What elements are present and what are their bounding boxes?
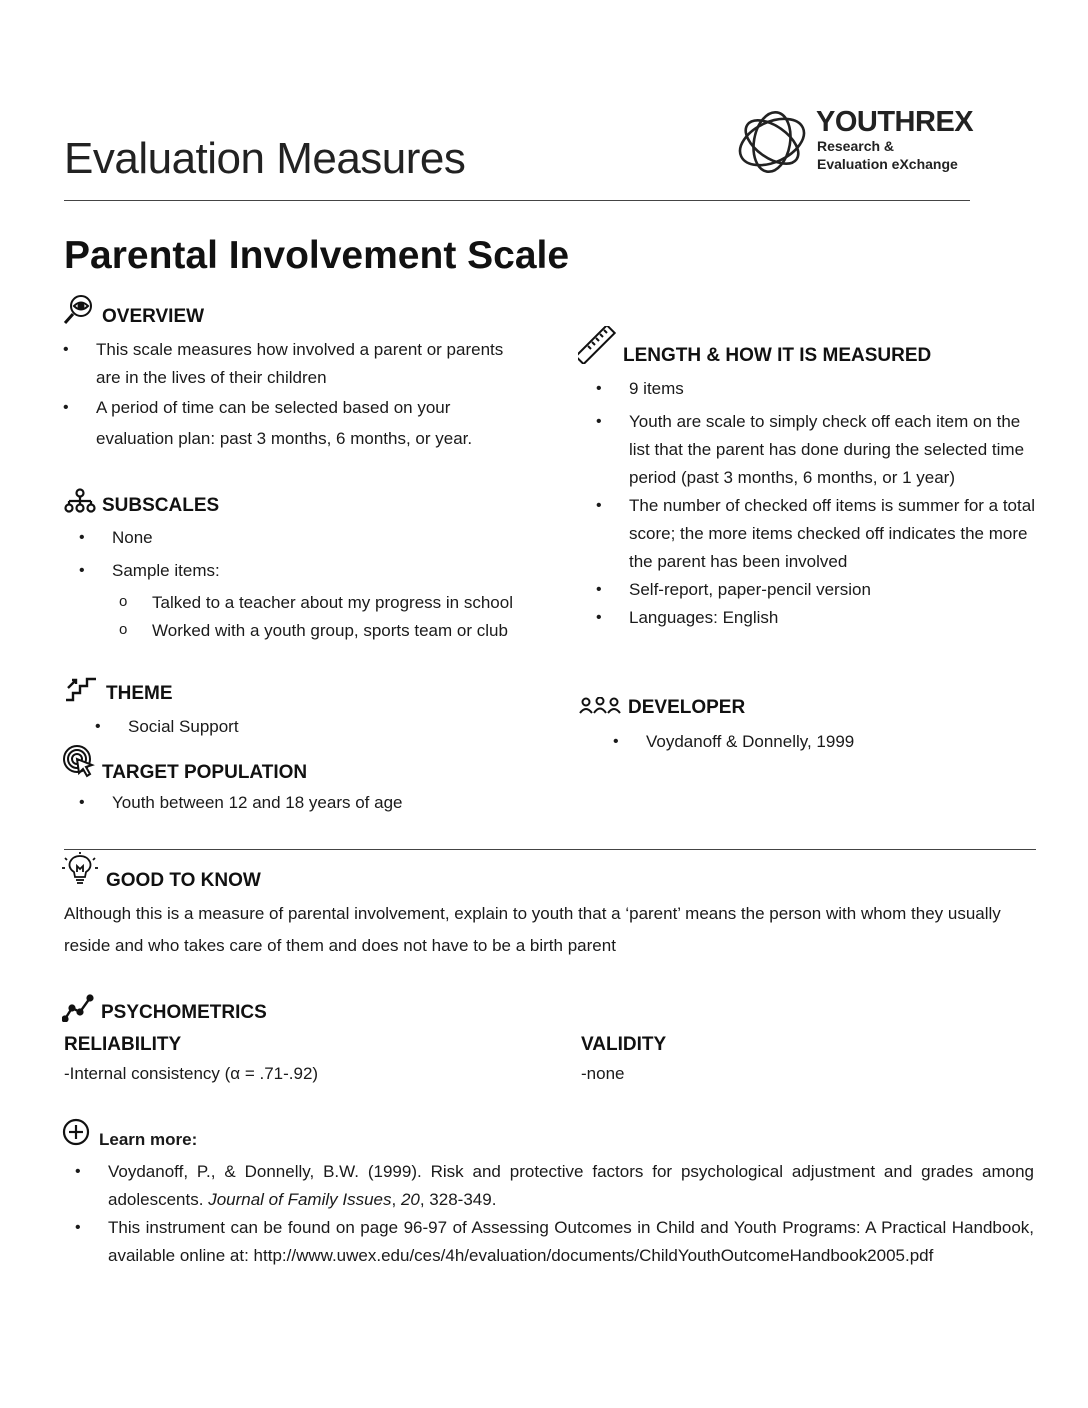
- eye-magnifier-icon: [62, 294, 94, 326]
- reliability-label: RELIABILITY: [64, 1034, 182, 1055]
- header-title: Evaluation Measures: [64, 134, 466, 183]
- list-item: • Youth are scale to simply check off each item on the list that the parent has done during the selected time period (past 3 months, 6 months, or 1 year): [629, 408, 1039, 492]
- header-divider: [64, 200, 970, 201]
- list-item: • None: [112, 524, 532, 557]
- psychometrics-heading: PSYCHOMETRICS: [101, 1002, 267, 1023]
- logo-line2: Evaluation eXchange: [817, 156, 958, 172]
- hierarchy-icon: [64, 488, 96, 514]
- sample-items-list: [152, 589, 552, 645]
- reliability-value: -Internal consistency (α = .71-.92): [64, 1064, 319, 1083]
- learn-more-list: [108, 1158, 1034, 1270]
- overview-heading: OVERVIEW: [102, 306, 205, 327]
- length-heading: LENGTH & HOW IT IS MEASURED: [623, 345, 932, 366]
- reference-item: • This instrument can be found on page 96-97 of Assessing Outcomes in Child and Youth Programs: A Practical Handbook, available online at: http://www.uwex.edu/ces/4h/evaluation/documents/ChildYouthOutcomeHandbook2005.pdf: [108, 1214, 1034, 1270]
- page-title: Parental Involvement Scale: [64, 234, 570, 277]
- plus-circle-icon: [62, 1118, 90, 1146]
- people-group-icon: [579, 697, 621, 715]
- line-graph-icon: [62, 994, 94, 1022]
- learn-more-heading: Learn more:: [99, 1130, 198, 1149]
- theme-heading: THEME: [106, 683, 173, 704]
- list-item: • The number of checked off items is summer for a total score; the more items checked off indicates the more the parent has been involved: [629, 492, 1039, 576]
- good-to-know-heading: GOOD TO KNOW: [106, 870, 261, 891]
- developer-list: [646, 728, 1026, 756]
- list-item: • 9 items: [629, 375, 1039, 403]
- section-divider: [64, 849, 1036, 850]
- list-item: o Talked to a teacher about my progress in school: [152, 589, 552, 617]
- validity-label: VALIDITY: [581, 1034, 667, 1055]
- list-item: • A period of time can be selected based on your evaluation plan: past 3 months, 6 months, or year.: [96, 392, 506, 454]
- youthrex-logo: [734, 104, 974, 180]
- target-population-heading: TARGET POPULATION: [102, 762, 308, 783]
- ruler-icon: [578, 326, 616, 364]
- reference-item: • Voydanoff, P., & Donnelly, B.W. (1999). Risk and protective factors for psychological adjustment and grades among adolescents. Journal of Family Issues, 20, 328-349.: [108, 1158, 1034, 1214]
- target-population-list: [112, 789, 512, 817]
- list-item: o Worked with a youth group, sports team or club: [152, 617, 552, 645]
- list-item: • Languages: English: [629, 604, 1039, 632]
- list-item: • Voydanoff & Donnelly, 1999: [646, 728, 1026, 756]
- validity-value: -none: [581, 1064, 625, 1083]
- developer-heading: DEVELOPER: [628, 697, 746, 718]
- stairs-icon: [64, 672, 98, 704]
- orbit-logo-icon: [734, 104, 810, 180]
- lightbulb-icon: [62, 852, 98, 886]
- length-list: [629, 375, 1039, 632]
- list-item: • This scale measures how involved a parent or parents are in the lives of their children: [96, 336, 506, 392]
- logo-line1: Research &: [817, 138, 895, 154]
- logo-name: YOUTHREX: [816, 106, 974, 138]
- list-item: • Sample items:: [112, 557, 532, 589]
- target-cursor-icon: [62, 744, 96, 778]
- good-to-know-text: Although this is a measure of parental involvement, explain to youth that a ‘parent’ means the person with whom they usually reside and who takes care of them and does not have to be a birth parent: [64, 904, 1001, 955]
- subscales-heading: SUBSCALES: [102, 495, 220, 516]
- overview-list: [96, 336, 506, 454]
- list-item: • Self-report, paper-pencil version: [629, 576, 1039, 604]
- list-item: • Social Support: [128, 713, 428, 741]
- subscales-list: [112, 524, 532, 589]
- list-item: • Youth between 12 and 18 years of age: [112, 789, 512, 817]
- theme-list: [128, 713, 428, 741]
